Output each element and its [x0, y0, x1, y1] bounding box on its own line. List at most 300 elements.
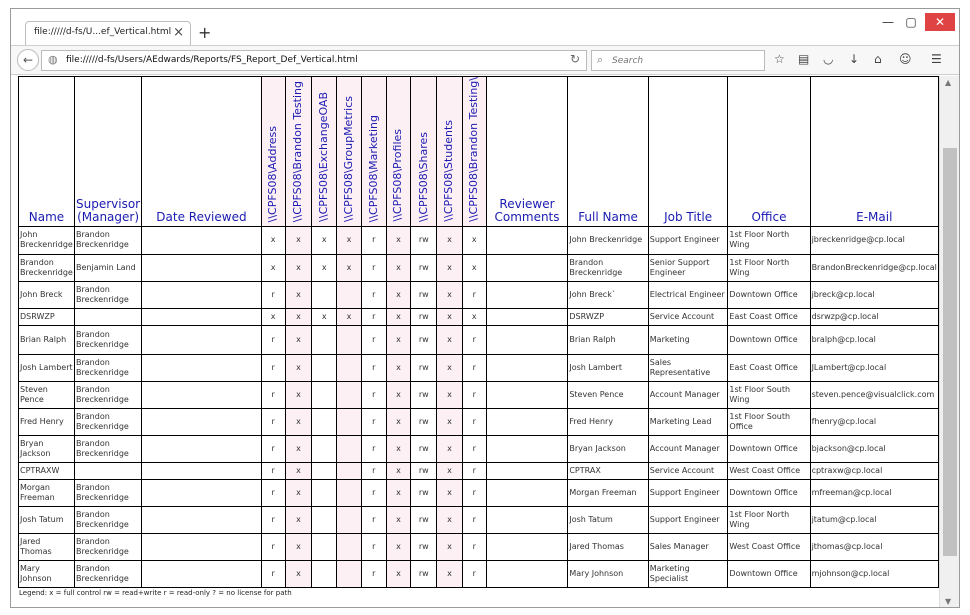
header-path	[386, 77, 411, 227]
table-row	[19, 408, 939, 435]
header-job-title: Job Title	[648, 77, 728, 227]
cell-name: Jared Thomas	[19, 533, 75, 560]
table-row	[19, 354, 939, 381]
cell-permission: x	[261, 226, 285, 254]
browser-window	[10, 8, 960, 608]
cell-full-name: Morgan Freeman	[568, 479, 648, 506]
cell-supervisor: Brandon Breckenridge	[74, 506, 141, 533]
search-icon: ⌕	[597, 53, 604, 66]
table-row	[19, 506, 939, 533]
cell-permission: r	[261, 462, 285, 479]
cell-permission: x	[337, 254, 362, 281]
header-path	[361, 77, 386, 227]
cell-permission: rw	[411, 308, 437, 325]
cell-supervisor: Brandon Breckenridge	[74, 226, 141, 254]
cell-permission: x	[386, 560, 411, 587]
cell-email: BrandonBreckenridge@cp.local	[810, 254, 938, 281]
cell-permission: r	[462, 506, 486, 533]
cell-permission: x	[386, 506, 411, 533]
cell-permission: x	[437, 254, 463, 281]
header-path	[312, 77, 337, 227]
cell-permission: r	[261, 281, 285, 308]
cell-email: fhenry@cp.local	[810, 408, 938, 435]
table-row	[19, 308, 939, 325]
cell-permission: x	[261, 308, 285, 325]
cell-permission: rw	[411, 560, 437, 587]
cell-permission: x	[285, 408, 312, 435]
cell-job-title: Account Manager	[648, 435, 728, 462]
cell-permission: r	[462, 479, 486, 506]
header-full-name: Full Name	[568, 77, 648, 227]
cell-permission: x	[386, 254, 411, 281]
cell-office: 1st Floor South Office	[728, 408, 810, 435]
cell-supervisor: Brandon Breckenridge	[74, 533, 141, 560]
header-path-label: \\CPFS08\Students	[442, 120, 456, 222]
scrollbar-thumb[interactable]	[943, 148, 957, 556]
cell-permission: x	[462, 308, 486, 325]
cell-permission: x	[437, 325, 463, 354]
header-reviewer-comments: Reviewer Comments	[486, 77, 568, 227]
cell-permission: x	[437, 281, 463, 308]
cell-reviewer-comments	[486, 506, 568, 533]
cell-permission	[312, 435, 337, 462]
table-row	[19, 254, 939, 281]
cell-permission: x	[285, 325, 312, 354]
cell-job-title: Marketing	[648, 325, 728, 354]
cell-permission: rw	[411, 435, 437, 462]
cell-permission: x	[437, 381, 463, 408]
cell-name: Bryan Jackson	[19, 435, 75, 462]
cell-supervisor: Brandon Breckenridge	[74, 479, 141, 506]
cell-name: Fred Henry	[19, 408, 75, 435]
cell-permission: x	[437, 226, 463, 254]
cell-permission: r	[361, 560, 386, 587]
cell-date-reviewed	[142, 408, 262, 435]
cell-supervisor: Brandon Breckenridge	[74, 408, 141, 435]
new-tab-button[interactable]: +	[198, 23, 212, 42]
scroll-up-icon[interactable]: ▲	[945, 78, 952, 87]
cell-full-name: John Breckenridge	[568, 226, 648, 254]
cell-permission: x	[462, 254, 486, 281]
cell-permission: r	[261, 506, 285, 533]
table-row	[19, 281, 939, 308]
cell-full-name: DSRWZP	[568, 308, 648, 325]
cell-permission: x	[386, 462, 411, 479]
cell-permission: rw	[411, 325, 437, 354]
close-window-button[interactable]: ✕	[925, 13, 955, 31]
cell-permission: x	[261, 254, 285, 281]
header-path	[285, 77, 312, 227]
cell-name: Steven Pence	[19, 381, 75, 408]
cell-permission: r	[361, 479, 386, 506]
cell-permission	[312, 381, 337, 408]
cell-job-title: Sales Manager	[648, 533, 728, 560]
cell-job-title: Senior Support Engineer	[648, 254, 728, 281]
cell-permission: r	[361, 408, 386, 435]
cell-reviewer-comments	[486, 381, 568, 408]
navigation-bar	[11, 45, 959, 75]
cell-date-reviewed	[142, 560, 262, 587]
cell-permission: x	[285, 281, 312, 308]
cell-name: Brian Ralph	[19, 325, 75, 354]
cell-permission: rw	[411, 479, 437, 506]
cell-job-title: Support Engineer	[648, 479, 728, 506]
cell-permission	[312, 281, 337, 308]
cell-permission: x	[386, 226, 411, 254]
cell-permission: x	[386, 533, 411, 560]
cell-permission: r	[462, 533, 486, 560]
cell-permission: r	[261, 435, 285, 462]
cell-permission: x	[337, 308, 362, 325]
cell-email: bralph@cp.local	[810, 325, 938, 354]
cell-office: Downtown Office	[728, 560, 810, 587]
cell-permission: x	[285, 308, 312, 325]
cell-reviewer-comments	[486, 462, 568, 479]
cell-job-title: Service Account	[648, 308, 728, 325]
cell-permission: r	[361, 381, 386, 408]
cell-permission	[337, 462, 362, 479]
back-button[interactable]	[17, 49, 39, 71]
home-icon[interactable]: ⌂	[874, 52, 882, 66]
page-content	[11, 76, 939, 608]
cell-permission: r	[462, 462, 486, 479]
cell-reviewer-comments	[486, 435, 568, 462]
cell-permission: r	[261, 381, 285, 408]
cell-permission: rw	[411, 354, 437, 381]
cell-full-name: Steven Pence	[568, 381, 648, 408]
cell-permission: r	[361, 506, 386, 533]
vertical-scrollbar[interactable]	[939, 76, 960, 608]
cell-job-title: Marketing Specialist	[648, 560, 728, 587]
cell-office: Downtown Office	[728, 435, 810, 462]
cell-name: Mary Johnson	[19, 560, 75, 587]
header-office: Office	[728, 77, 810, 227]
cell-permission: x	[285, 533, 312, 560]
cell-email: JLambert@cp.local	[810, 354, 938, 381]
download-icon[interactable]: ↓	[849, 52, 860, 66]
reading-list-icon[interactable]: ▤	[798, 52, 810, 66]
cell-job-title: Sales Representative	[648, 354, 728, 381]
minimize-button[interactable]: —	[882, 15, 894, 29]
header-path-label: \\CPFS08\Address	[266, 125, 280, 222]
cell-permission	[337, 381, 362, 408]
cell-email: dsrwzp@cp.local	[810, 308, 938, 325]
report-rows	[19, 226, 939, 587]
cell-date-reviewed	[142, 325, 262, 354]
cell-supervisor: Brandon Breckenridge	[74, 435, 141, 462]
cell-permission: x	[285, 354, 312, 381]
header-path-label: \\CPFS08\ExchangeOAB	[317, 92, 331, 222]
cell-name: Morgan Freeman	[19, 479, 75, 506]
cell-permission: r	[261, 479, 285, 506]
cell-permission: r	[462, 435, 486, 462]
table-row	[19, 325, 939, 354]
cell-email: jtatum@cp.local	[810, 506, 938, 533]
table-row	[19, 435, 939, 462]
reload-icon[interactable]: ↻	[569, 52, 580, 66]
cell-full-name: John Breck`	[568, 281, 648, 308]
cell-permission	[337, 354, 362, 381]
cell-permission: x	[285, 435, 312, 462]
cell-permission: rw	[411, 533, 437, 560]
cell-job-title: Account Manager	[648, 381, 728, 408]
cell-permission: x	[285, 462, 312, 479]
cell-permission: x	[386, 281, 411, 308]
cell-permission: rw	[411, 462, 437, 479]
cell-date-reviewed	[142, 381, 262, 408]
header-date-reviewed: Date Reviewed	[142, 77, 262, 227]
cell-permission: x	[437, 435, 463, 462]
table-row	[19, 479, 939, 506]
cell-permission: x	[437, 533, 463, 560]
table-row	[19, 533, 939, 560]
cell-supervisor: Brandon Breckenridge	[74, 325, 141, 354]
cell-job-title: Electrical Engineer	[648, 281, 728, 308]
cell-permission: x	[337, 226, 362, 254]
cell-permission	[312, 479, 337, 506]
cell-full-name: CPTRAX	[568, 462, 648, 479]
header-email: E-Mail	[810, 77, 938, 227]
cell-email: mfreeman@cp.local	[810, 479, 938, 506]
cell-date-reviewed	[142, 226, 262, 254]
cell-supervisor	[74, 462, 141, 479]
cell-permission: r	[462, 281, 486, 308]
cell-full-name: Brian Ralph	[568, 325, 648, 354]
cell-email: mjohnson@cp.local	[810, 560, 938, 587]
cell-permission: r	[361, 533, 386, 560]
cell-office: 1st Floor South Wing	[728, 381, 810, 408]
cell-office: Downtown Office	[728, 281, 810, 308]
cell-permission: r	[462, 408, 486, 435]
url-bar[interactable]	[41, 50, 587, 71]
cell-permission: x	[386, 479, 411, 506]
cell-name: Josh Lambert	[19, 354, 75, 381]
cell-office: East Coast Office	[728, 308, 810, 325]
cell-permission: x	[285, 254, 312, 281]
cell-full-name: Jared Thomas	[568, 533, 648, 560]
table-row	[19, 560, 939, 587]
cell-name: CPTRAXW	[19, 462, 75, 479]
cell-permission: r	[361, 325, 386, 354]
cell-permission	[312, 560, 337, 587]
header-name: Name	[19, 77, 75, 227]
cell-permission	[337, 560, 362, 587]
cell-office: Downtown Office	[728, 479, 810, 506]
cell-name: Josh Tatum	[19, 506, 75, 533]
bookmark-star-icon[interactable]: ☆	[774, 52, 785, 66]
cell-supervisor: Brandon Breckenridge	[74, 560, 141, 587]
cell-date-reviewed	[142, 533, 262, 560]
cell-job-title: Service Account	[648, 462, 728, 479]
globe-icon: ◍	[48, 53, 58, 66]
cell-permission: r	[361, 226, 386, 254]
header-path-label: \\CPFS08\Brandon Testing	[291, 80, 305, 222]
search-box[interactable]	[591, 50, 765, 71]
tab-close-icon[interactable]: ×	[173, 25, 184, 40]
cell-name: DSRWZP	[19, 308, 75, 325]
cell-permission: x	[386, 381, 411, 408]
menu-icon[interactable]: ☰	[931, 52, 942, 66]
cell-email: steven.pence@visualclick.com	[810, 381, 938, 408]
cell-reviewer-comments	[486, 308, 568, 325]
cell-reviewer-comments	[486, 408, 568, 435]
cell-office: 1st Floor North Wing	[728, 254, 810, 281]
cell-permission: x	[437, 408, 463, 435]
cell-name: John Breckenridge	[19, 226, 75, 254]
cell-permission: x	[386, 325, 411, 354]
cell-office: 1st Floor North Wing	[728, 506, 810, 533]
cell-date-reviewed	[142, 506, 262, 533]
table-row	[19, 226, 939, 254]
cell-permission: r	[361, 435, 386, 462]
search-input[interactable]	[612, 53, 760, 68]
cell-permission: r	[261, 325, 285, 354]
header-supervisor: Supervisor (Manager)	[74, 77, 141, 227]
browser-tab[interactable]	[25, 21, 191, 45]
cell-email: jbreckenridge@cp.local	[810, 226, 938, 254]
cell-date-reviewed	[142, 254, 262, 281]
cell-permission: r	[361, 354, 386, 381]
cell-job-title: Support Engineer	[648, 506, 728, 533]
cell-reviewer-comments	[486, 281, 568, 308]
cell-job-title: Support Engineer	[648, 226, 728, 254]
cell-permission	[337, 281, 362, 308]
report-table	[18, 76, 939, 588]
cell-office: Downtown Office	[728, 325, 810, 354]
cell-permission: r	[462, 560, 486, 587]
back-arrow-icon: ←	[22, 53, 34, 67]
cell-permission: x	[437, 479, 463, 506]
cell-permission	[312, 354, 337, 381]
cell-reviewer-comments	[486, 533, 568, 560]
cell-permission: r	[261, 533, 285, 560]
cell-date-reviewed	[142, 479, 262, 506]
cell-permission: x	[437, 354, 463, 381]
cell-permission	[337, 479, 362, 506]
cell-date-reviewed	[142, 462, 262, 479]
cell-permission	[312, 506, 337, 533]
header-path-label: \\CPFS08\Profiles	[391, 129, 405, 222]
cell-permission: r	[361, 254, 386, 281]
cell-email: jbreck@cp.local	[810, 281, 938, 308]
cell-name: Brandon Breckenridge	[19, 254, 75, 281]
cell-permission: r	[361, 281, 386, 308]
cell-permission	[312, 408, 337, 435]
legend: Legend: x = full control rw = read+write r = read-only ? = no license for path	[19, 589, 292, 597]
cell-permission	[337, 506, 362, 533]
cell-reviewer-comments	[486, 226, 568, 254]
header-path-label: \\CPFS08\GroupMetrics	[341, 95, 355, 222]
cell-full-name: Bryan Jackson	[568, 435, 648, 462]
cell-permission: x	[386, 354, 411, 381]
cell-supervisor: Brandon Breckenridge	[74, 281, 141, 308]
cell-permission: rw	[411, 254, 437, 281]
cell-permission: x	[285, 381, 312, 408]
cell-email: jthomas@cp.local	[810, 533, 938, 560]
cell-permission	[312, 325, 337, 354]
cell-permission	[337, 325, 362, 354]
cell-office: West Coast Office	[728, 533, 810, 560]
cell-reviewer-comments	[486, 479, 568, 506]
cell-permission	[337, 435, 362, 462]
cell-permission: rw	[411, 408, 437, 435]
cell-permission: r	[261, 408, 285, 435]
header-path	[411, 77, 437, 227]
cell-permission: x	[462, 226, 486, 254]
cell-full-name: Josh Tatum	[568, 506, 648, 533]
cell-permission: x	[386, 408, 411, 435]
cell-permission: r	[462, 381, 486, 408]
cell-job-title: Marketing Lead	[648, 408, 728, 435]
cell-supervisor	[74, 308, 141, 325]
cell-permission: x	[312, 254, 337, 281]
cell-permission: rw	[411, 226, 437, 254]
table-row	[19, 462, 939, 479]
cell-permission: x	[386, 308, 411, 325]
header-path	[462, 77, 486, 227]
tab-title: file://///d-fs/U...ef_Vertical.html	[34, 27, 172, 37]
pocket-icon[interactable]: ◡	[823, 52, 834, 66]
cell-supervisor: Brandon Breckenridge	[74, 381, 141, 408]
cell-permission: x	[437, 462, 463, 479]
cell-permission: r	[462, 325, 486, 354]
cell-permission: x	[312, 308, 337, 325]
cell-full-name: Brandon Breckenridge	[568, 254, 648, 281]
cell-permission: x	[437, 506, 463, 533]
cell-permission	[312, 462, 337, 479]
cell-permission: x	[437, 308, 463, 325]
cell-date-reviewed	[142, 435, 262, 462]
cell-email: cptraxw@cp.local	[810, 462, 938, 479]
cell-permission: r	[462, 354, 486, 381]
cell-permission: x	[437, 560, 463, 587]
cell-permission	[337, 408, 362, 435]
maximize-button[interactable]: ▢	[905, 15, 917, 29]
cell-permission	[312, 533, 337, 560]
cell-email: bjackson@cp.local	[810, 435, 938, 462]
cell-permission: rw	[411, 281, 437, 308]
cell-office: 1st Floor North Wing	[728, 226, 810, 254]
url-text[interactable]: file://///d-fs/Users/AEdwards/Reports/FS_Report_Def_Vertical.html	[66, 55, 358, 65]
title-bar	[11, 9, 959, 45]
cell-permission: x	[386, 435, 411, 462]
cell-office: West Coast Office	[728, 462, 810, 479]
cell-name: John Breck	[19, 281, 75, 308]
cell-permission: x	[312, 226, 337, 254]
header-path	[337, 77, 362, 227]
cell-permission: r	[261, 560, 285, 587]
scroll-down-icon[interactable]: ▼	[945, 597, 952, 606]
cell-reviewer-comments	[486, 254, 568, 281]
cell-reviewer-comments	[486, 325, 568, 354]
chat-icon[interactable]: ☺	[899, 52, 912, 66]
cell-permission: r	[361, 308, 386, 325]
cell-permission: r	[261, 354, 285, 381]
cell-reviewer-comments	[486, 560, 568, 587]
cell-date-reviewed	[142, 308, 262, 325]
cell-full-name: Josh Lambert	[568, 354, 648, 381]
cell-permission: rw	[411, 506, 437, 533]
header-path-label: \\CPFS08\Shares	[416, 131, 430, 222]
cell-office: East Coast Office	[728, 354, 810, 381]
cell-permission: rw	[411, 381, 437, 408]
cell-date-reviewed	[142, 354, 262, 381]
cell-supervisor: Brandon Breckenridge	[74, 354, 141, 381]
cell-date-reviewed	[142, 281, 262, 308]
cell-permission: x	[285, 226, 312, 254]
cell-permission: x	[285, 506, 312, 533]
header-path	[261, 77, 285, 227]
